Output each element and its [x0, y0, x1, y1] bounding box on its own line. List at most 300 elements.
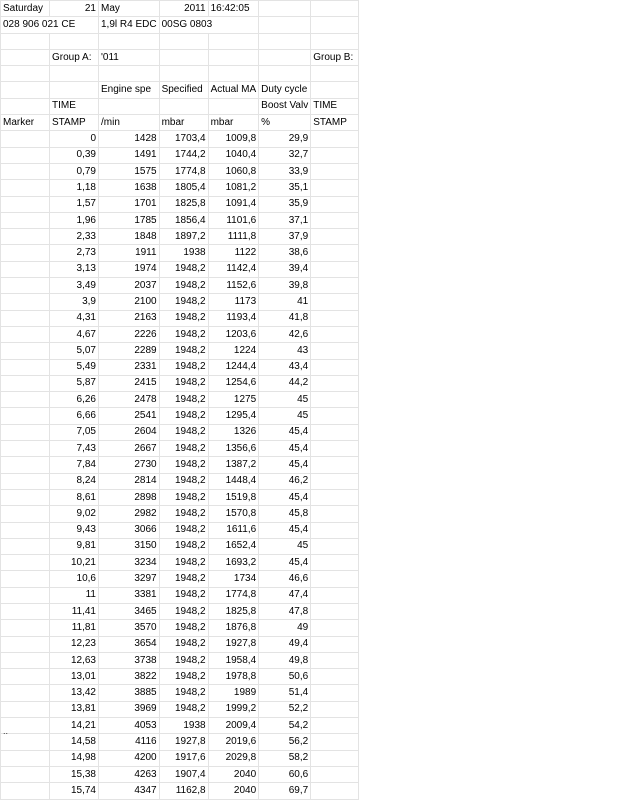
cell-duty-cycle[interactable]: 69,7 [259, 783, 311, 799]
cell-specified[interactable]: 1948,2 [159, 685, 208, 701]
cell-actual[interactable]: 1448,4 [208, 473, 259, 489]
cell-duty-cycle[interactable]: 45,4 [259, 489, 311, 505]
cell-empty[interactable] [311, 163, 359, 179]
cell-actual[interactable]: 2009,4 [208, 718, 259, 734]
cell-year[interactable]: 2011 [159, 1, 208, 17]
cell-marker[interactable] [1, 571, 50, 587]
cell-timestamp[interactable]: 2,73 [50, 245, 99, 261]
cell-actual[interactable]: 1652,4 [208, 538, 259, 554]
cell-engine-speed[interactable]: 3822 [99, 669, 160, 685]
cell-empty[interactable] [311, 196, 359, 212]
cell-empty[interactable] [311, 652, 359, 668]
cell-specified[interactable]: 1948,2 [159, 278, 208, 294]
cell-duty-cycle[interactable]: 45 [259, 392, 311, 408]
cell-actual[interactable]: 1040,4 [208, 147, 259, 163]
cell-empty[interactable] [311, 359, 359, 375]
cell-timestamp[interactable]: 9,43 [50, 522, 99, 538]
cell-engine-speed[interactable]: 1785 [99, 212, 160, 228]
cell-actual[interactable]: 1999,2 [208, 701, 259, 717]
cell-timestamp[interactable]: 1,57 [50, 196, 99, 212]
cell-actual[interactable]: 1173 [208, 294, 259, 310]
cell-actual[interactable]: 1387,2 [208, 457, 259, 473]
cell-marker[interactable] [1, 685, 50, 701]
cell-specified[interactable]: 1774,8 [159, 163, 208, 179]
cell-specified[interactable]: 1948,2 [159, 408, 208, 424]
cell-marker[interactable] [1, 652, 50, 668]
cell-duty-cycle[interactable]: 54,2 [259, 718, 311, 734]
cell-duty-cycle[interactable]: 52,2 [259, 701, 311, 717]
cell-timestamp[interactable]: 4,67 [50, 326, 99, 342]
header-unit-mbar-act[interactable]: mbar [208, 115, 259, 131]
cell-engine-speed[interactable]: 4116 [99, 734, 160, 750]
cell-specified[interactable]: 1744,2 [159, 147, 208, 163]
cell-duty-cycle[interactable]: 33,9 [259, 163, 311, 179]
cell-engine-speed[interactable]: 3570 [99, 620, 160, 636]
cell-duty-cycle[interactable]: 46,2 [259, 473, 311, 489]
cell-empty[interactable] [311, 245, 359, 261]
cell-duty-cycle[interactable]: 50,6 [259, 669, 311, 685]
cell-actual[interactable]: 1356,6 [208, 441, 259, 457]
cell-date-day[interactable]: 21 [50, 1, 99, 17]
cell-specified[interactable]: 1948,2 [159, 669, 208, 685]
cell-actual[interactable]: 1876,8 [208, 620, 259, 636]
cell-marker[interactable] [1, 734, 50, 750]
cell-empty[interactable] [311, 669, 359, 685]
cell-marker[interactable] [1, 522, 50, 538]
cell-empty[interactable] [311, 555, 359, 571]
cell-empty[interactable] [311, 1, 359, 17]
cell-duty-cycle[interactable]: 32,7 [259, 147, 311, 163]
cell-duty-cycle[interactable]: 56,2 [259, 734, 311, 750]
cell-marker[interactable] [1, 457, 50, 473]
cell-actual[interactable]: 1989 [208, 685, 259, 701]
cell-timestamp[interactable]: 1,96 [50, 212, 99, 228]
cell-specified[interactable]: 1927,8 [159, 734, 208, 750]
cell-day[interactable]: Saturday [1, 1, 50, 17]
cell-actual[interactable]: 1224 [208, 343, 259, 359]
cell-specified[interactable]: 1948,2 [159, 636, 208, 652]
cell-engine-speed[interactable]: 1428 [99, 131, 160, 147]
cell-engine-speed[interactable]: 2730 [99, 457, 160, 473]
cell-empty[interactable] [311, 522, 359, 538]
cell-actual[interactable]: 1081,2 [208, 180, 259, 196]
cell-duty-cycle[interactable]: 44,2 [259, 375, 311, 391]
cell-empty[interactable] [311, 783, 359, 799]
cell-marker[interactable] [1, 196, 50, 212]
header-actual[interactable]: Actual MA [208, 82, 259, 98]
cell-empty[interactable] [311, 734, 359, 750]
cell-group-a-code[interactable]: '011 [99, 49, 160, 65]
cell-actual[interactable]: 1734 [208, 571, 259, 587]
cell-duty-cycle[interactable]: 47,4 [259, 587, 311, 603]
cell-timestamp[interactable]: 14,58 [50, 734, 99, 750]
cell-engine-speed[interactable]: 3654 [99, 636, 160, 652]
cell-specified[interactable]: 1948,2 [159, 294, 208, 310]
cell-duty-cycle[interactable]: 38,6 [259, 245, 311, 261]
cell-empty[interactable] [311, 147, 359, 163]
cell-marker[interactable] [1, 766, 50, 782]
cell-marker[interactable] [1, 278, 50, 294]
cell-marker[interactable] [1, 245, 50, 261]
cell-empty[interactable] [311, 212, 359, 228]
cell-timestamp[interactable]: 2,33 [50, 229, 99, 245]
cell-specified[interactable]: 1856,4 [159, 212, 208, 228]
cell-timestamp[interactable]: 14,21 [50, 718, 99, 734]
cell-specified[interactable]: 1948,2 [159, 538, 208, 554]
cell-specified[interactable]: 1938 [159, 718, 208, 734]
cell-timestamp[interactable]: 5,07 [50, 343, 99, 359]
cell-empty[interactable] [311, 424, 359, 440]
cell-marker[interactable] [1, 603, 50, 619]
cell-duty-cycle[interactable]: 45 [259, 408, 311, 424]
cell-marker[interactable] [1, 359, 50, 375]
cell-marker[interactable] [1, 473, 50, 489]
header-specified[interactable]: Specified [159, 82, 208, 98]
cell-empty[interactable] [259, 17, 311, 33]
cell-duty-cycle[interactable]: 39,8 [259, 278, 311, 294]
cell-empty[interactable] [311, 17, 359, 33]
cell-actual[interactable]: 1091,4 [208, 196, 259, 212]
cell-empty[interactable] [311, 685, 359, 701]
cell-marker[interactable] [1, 294, 50, 310]
cell-marker[interactable] [1, 392, 50, 408]
cell-engine-speed[interactable]: 2898 [99, 489, 160, 505]
cell-timestamp[interactable]: 0,39 [50, 147, 99, 163]
cell-actual[interactable]: 1295,4 [208, 408, 259, 424]
cell-duty-cycle[interactable]: 45,4 [259, 555, 311, 571]
cell-timestamp[interactable]: 3,9 [50, 294, 99, 310]
cell-actual[interactable]: 2040 [208, 766, 259, 782]
cell-timestamp[interactable]: 4,31 [50, 310, 99, 326]
cell-empty[interactable] [259, 1, 311, 17]
cell-timestamp[interactable]: 6,66 [50, 408, 99, 424]
cell-timestamp[interactable]: 6,26 [50, 392, 99, 408]
cell-actual[interactable]: 1611,6 [208, 522, 259, 538]
cell-group-a-label[interactable]: Group A: [50, 49, 99, 65]
cell-engine-speed[interactable]: 2289 [99, 343, 160, 359]
cell-duty-cycle[interactable]: 45,4 [259, 522, 311, 538]
cell-specified[interactable]: 1907,4 [159, 766, 208, 782]
cell-timestamp[interactable]: 7,05 [50, 424, 99, 440]
cell-specified[interactable]: 1948,2 [159, 310, 208, 326]
cell-engine-speed[interactable]: 2478 [99, 392, 160, 408]
cell-duty-cycle[interactable]: 43 [259, 343, 311, 359]
cell-marker[interactable] [1, 636, 50, 652]
cell-duty-cycle[interactable]: 58,2 [259, 750, 311, 766]
cell-engine-speed[interactable]: 3297 [99, 571, 160, 587]
cell-specified[interactable]: 1948,2 [159, 555, 208, 571]
cell-actual[interactable]: 1958,4 [208, 652, 259, 668]
cell-timestamp[interactable]: 3,49 [50, 278, 99, 294]
cell-engine-speed[interactable]: 2415 [99, 375, 160, 391]
cell-timestamp[interactable]: 7,43 [50, 441, 99, 457]
cell-specified[interactable]: 1948,2 [159, 441, 208, 457]
cell-actual[interactable]: 1927,8 [208, 636, 259, 652]
cell-timestamp[interactable]: 12,63 [50, 652, 99, 668]
cell-engine-speed[interactable]: 3066 [99, 522, 160, 538]
cell-duty-cycle[interactable]: 45 [259, 538, 311, 554]
cell-specified[interactable]: 1948,2 [159, 424, 208, 440]
cell-timestamp[interactable]: 7,84 [50, 457, 99, 473]
cell-duty-cycle[interactable]: 46,6 [259, 571, 311, 587]
cell-duty-cycle[interactable]: 35,1 [259, 180, 311, 196]
cell-marker[interactable] [1, 310, 50, 326]
cell-engine-speed[interactable]: 1491 [99, 147, 160, 163]
cell-marker[interactable] [1, 701, 50, 717]
cell-marker[interactable] [1, 555, 50, 571]
cell-marker[interactable] [1, 424, 50, 440]
cell-timestamp[interactable]: 1,18 [50, 180, 99, 196]
cell-timestamp[interactable]: 11 [50, 587, 99, 603]
cell-group-b-label[interactable]: Group B: [311, 49, 359, 65]
cell-actual[interactable]: 1693,2 [208, 555, 259, 571]
cell-actual[interactable]: 2040 [208, 783, 259, 799]
header-stamp-b[interactable]: STAMP [311, 115, 359, 131]
cell-engine-speed[interactable]: 4347 [99, 783, 160, 799]
cell-specified[interactable]: 1917,6 [159, 750, 208, 766]
header-duty-cycle[interactable]: Duty cycle [259, 82, 311, 98]
cell-engine-speed[interactable]: 2100 [99, 294, 160, 310]
cell-marker[interactable] [1, 131, 50, 147]
cell-timestamp[interactable]: 8,24 [50, 473, 99, 489]
cell-engine-speed[interactable]: 2226 [99, 326, 160, 342]
cell-engine-speed[interactable]: 2037 [99, 278, 160, 294]
cell-actual[interactable]: 1244,4 [208, 359, 259, 375]
header-marker[interactable]: Marker [1, 115, 50, 131]
cell-duty-cycle[interactable]: 51,4 [259, 685, 311, 701]
cell-specified[interactable]: 1948,2 [159, 603, 208, 619]
cell-specified[interactable]: 1948,2 [159, 326, 208, 342]
cell-actual[interactable]: 1193,4 [208, 310, 259, 326]
cell-timestamp[interactable]: 15,74 [50, 783, 99, 799]
cell-empty[interactable] [311, 473, 359, 489]
cell-timestamp[interactable]: 13,42 [50, 685, 99, 701]
cell-timestamp[interactable]: 9,02 [50, 506, 99, 522]
cell-empty[interactable] [311, 587, 359, 603]
cell-empty[interactable] [311, 343, 359, 359]
cell-specified[interactable]: 1948,2 [159, 620, 208, 636]
cell-timestamp[interactable]: 13,81 [50, 701, 99, 717]
cell-duty-cycle[interactable]: 45,8 [259, 506, 311, 522]
cell-duty-cycle[interactable]: 60,6 [259, 766, 311, 782]
cell-duty-cycle[interactable]: 43,4 [259, 359, 311, 375]
cell-engine-speed[interactable]: 3969 [99, 701, 160, 717]
cell-specified[interactable]: 1948,2 [159, 571, 208, 587]
cell-actual[interactable]: 2019,6 [208, 734, 259, 750]
cell-month[interactable]: May [99, 1, 160, 17]
cell-duty-cycle[interactable]: 37,1 [259, 212, 311, 228]
cell-actual[interactable]: 1203,6 [208, 326, 259, 342]
cell-actual[interactable]: 1101,6 [208, 212, 259, 228]
header-unit-min[interactable]: /min [99, 115, 160, 131]
cell-engine-speed[interactable]: 1848 [99, 229, 160, 245]
cell-engine-speed[interactable]: 2667 [99, 441, 160, 457]
cell-timestamp[interactable]: 15,38 [50, 766, 99, 782]
cell-actual[interactable]: 1978,8 [208, 669, 259, 685]
cell-specified[interactable]: 1948,2 [159, 489, 208, 505]
cell-marker[interactable] [1, 229, 50, 245]
cell-duty-cycle[interactable]: 35,9 [259, 196, 311, 212]
cell-timestamp[interactable]: 10,21 [50, 555, 99, 571]
cell-engine-speed[interactable]: 3381 [99, 587, 160, 603]
cell-marker[interactable] [1, 669, 50, 685]
cell-specified[interactable]: 1948,2 [159, 587, 208, 603]
cell-empty[interactable] [311, 229, 359, 245]
cell-specified[interactable]: 1938 [159, 245, 208, 261]
header-time-b[interactable]: TIME [311, 98, 359, 114]
cell-empty[interactable] [311, 506, 359, 522]
cell-engine-speed[interactable]: 3465 [99, 603, 160, 619]
cell-empty[interactable] [311, 766, 359, 782]
cell-engine-speed[interactable]: 3150 [99, 538, 160, 554]
cell-actual[interactable]: 1152,6 [208, 278, 259, 294]
cell-marker[interactable] [1, 587, 50, 603]
cell-engine-speed[interactable]: 1974 [99, 261, 160, 277]
cell-duty-cycle[interactable]: 45,4 [259, 424, 311, 440]
cell-duty-cycle[interactable]: 49,4 [259, 636, 311, 652]
cell-timestamp[interactable]: 5,87 [50, 375, 99, 391]
cell-specified[interactable]: 1162,8 [159, 783, 208, 799]
cell-marker[interactable] [1, 620, 50, 636]
cell-empty[interactable] [311, 441, 359, 457]
cell-specified[interactable]: 1825,8 [159, 196, 208, 212]
cell-actual[interactable]: 2029,8 [208, 750, 259, 766]
cell-specified[interactable]: 1948,2 [159, 392, 208, 408]
cell-specified[interactable]: 1948,2 [159, 522, 208, 538]
header-unit-pct[interactable]: % [259, 115, 311, 131]
cell-actual[interactable]: 1122 [208, 245, 259, 261]
cell-duty-cycle[interactable]: 41,8 [259, 310, 311, 326]
cell-marker[interactable] [1, 180, 50, 196]
cell-engine-speed[interactable]: 4200 [99, 750, 160, 766]
cell-empty[interactable] [311, 326, 359, 342]
cell-timestamp[interactable]: 0,79 [50, 163, 99, 179]
cell-specified[interactable]: 1948,2 [159, 506, 208, 522]
cell-time[interactable]: 16:42:05 [208, 1, 259, 17]
cell-actual[interactable]: 1111,8 [208, 229, 259, 245]
cell-actual[interactable]: 1060,8 [208, 163, 259, 179]
cell-marker[interactable] [1, 538, 50, 554]
header-stamp-a[interactable]: STAMP [50, 115, 99, 131]
cell-specified[interactable]: 1805,4 [159, 180, 208, 196]
cell-timestamp[interactable]: 8,61 [50, 489, 99, 505]
cell-marker[interactable] [1, 489, 50, 505]
cell-marker[interactable] [1, 750, 50, 766]
cell-specified[interactable]: 1948,2 [159, 375, 208, 391]
cell-engine-speed[interactable]: 2331 [99, 359, 160, 375]
cell-specified[interactable]: 1948,2 [159, 359, 208, 375]
cell-specified[interactable]: 1948,2 [159, 652, 208, 668]
cell-engine-speed[interactable]: 4263 [99, 766, 160, 782]
cell-empty[interactable] [311, 603, 359, 619]
cell-duty-cycle[interactable]: 42,6 [259, 326, 311, 342]
cell-engine-speed[interactable]: 2163 [99, 310, 160, 326]
cell-duty-cycle[interactable]: 47,8 [259, 603, 311, 619]
cell-engine-speed[interactable]: 3738 [99, 652, 160, 668]
cell-marker[interactable] [1, 326, 50, 342]
cell-software[interactable]: 00SG 0803 [159, 17, 259, 33]
cell-specified[interactable]: 1948,2 [159, 473, 208, 489]
cell-marker[interactable] [1, 441, 50, 457]
cell-empty[interactable] [311, 750, 359, 766]
cell-actual[interactable]: 1142,4 [208, 261, 259, 277]
cell-marker[interactable] [1, 408, 50, 424]
cell-timestamp[interactable]: 13,01 [50, 669, 99, 685]
cell-engine-speed[interactable]: 2541 [99, 408, 160, 424]
cell-empty[interactable] [311, 278, 359, 294]
cell-empty[interactable] [311, 636, 359, 652]
cell-empty[interactable] [311, 701, 359, 717]
cell-engine-speed[interactable]: 1638 [99, 180, 160, 196]
cell-empty[interactable] [311, 261, 359, 277]
cell-actual[interactable]: 1570,8 [208, 506, 259, 522]
cell-specified[interactable]: 1703,4 [159, 131, 208, 147]
cell-engine-speed[interactable]: 3885 [99, 685, 160, 701]
cell-duty-cycle[interactable]: 29,9 [259, 131, 311, 147]
cell-empty[interactable] [311, 457, 359, 473]
cell-duty-cycle[interactable]: 45,4 [259, 457, 311, 473]
cell-engine-speed[interactable]: 2982 [99, 506, 160, 522]
cell-marker[interactable] [1, 212, 50, 228]
cell-duty-cycle[interactable]: 39,4 [259, 261, 311, 277]
cell-empty[interactable] [311, 131, 359, 147]
cell-empty[interactable] [311, 571, 359, 587]
cell-marker[interactable] [1, 343, 50, 359]
cell-timestamp[interactable]: 11,81 [50, 620, 99, 636]
cell-marker[interactable] [1, 147, 50, 163]
cell-empty[interactable] [311, 294, 359, 310]
cell-engine[interactable]: 1,9l R4 EDC [99, 17, 160, 33]
cell-specified[interactable]: 1897,2 [159, 229, 208, 245]
cell-specified[interactable]: 1948,2 [159, 261, 208, 277]
cell-duty-cycle[interactable]: 45,4 [259, 441, 311, 457]
cell-duty-cycle[interactable]: 49,8 [259, 652, 311, 668]
cell-empty[interactable] [311, 375, 359, 391]
cell-engine-speed[interactable]: 1701 [99, 196, 160, 212]
cell-specified[interactable]: 1948,2 [159, 343, 208, 359]
cell-timestamp[interactable]: 11,41 [50, 603, 99, 619]
cell-engine-speed[interactable]: 4053 [99, 718, 160, 734]
cell-empty[interactable] [311, 408, 359, 424]
cell-empty[interactable] [311, 392, 359, 408]
header-time-a[interactable]: TIME [50, 98, 99, 114]
cell-empty[interactable] [311, 718, 359, 734]
cell-actual[interactable]: 1519,8 [208, 489, 259, 505]
header-engine-speed[interactable]: Engine spe [99, 82, 160, 98]
cell-empty[interactable] [311, 620, 359, 636]
cell-engine-speed[interactable]: 3234 [99, 555, 160, 571]
cell-engine-speed[interactable]: 1575 [99, 163, 160, 179]
cell-timestamp[interactable]: 10,6 [50, 571, 99, 587]
cell-marker[interactable] [1, 163, 50, 179]
cell-empty[interactable] [311, 538, 359, 554]
cell-empty[interactable] [311, 180, 359, 196]
cell-timestamp[interactable]: 9,81 [50, 538, 99, 554]
header-unit-mbar-spec[interactable]: mbar [159, 115, 208, 131]
cell-empty[interactable] [311, 310, 359, 326]
cell-actual[interactable]: 1774,8 [208, 587, 259, 603]
cell-engine-speed[interactable]: 2604 [99, 424, 160, 440]
cell-timestamp[interactable]: 3,13 [50, 261, 99, 277]
cell-actual[interactable]: 1326 [208, 424, 259, 440]
cell-marker[interactable] [1, 375, 50, 391]
cell-duty-cycle[interactable]: 49 [259, 620, 311, 636]
cell-part-number[interactable]: 028 906 021 CE [1, 17, 99, 33]
cell-duty-cycle[interactable]: 37,9 [259, 229, 311, 245]
cell-actual[interactable]: 1254,6 [208, 375, 259, 391]
cell-marker[interactable] [1, 261, 50, 277]
cell-timestamp[interactable]: 12,23 [50, 636, 99, 652]
